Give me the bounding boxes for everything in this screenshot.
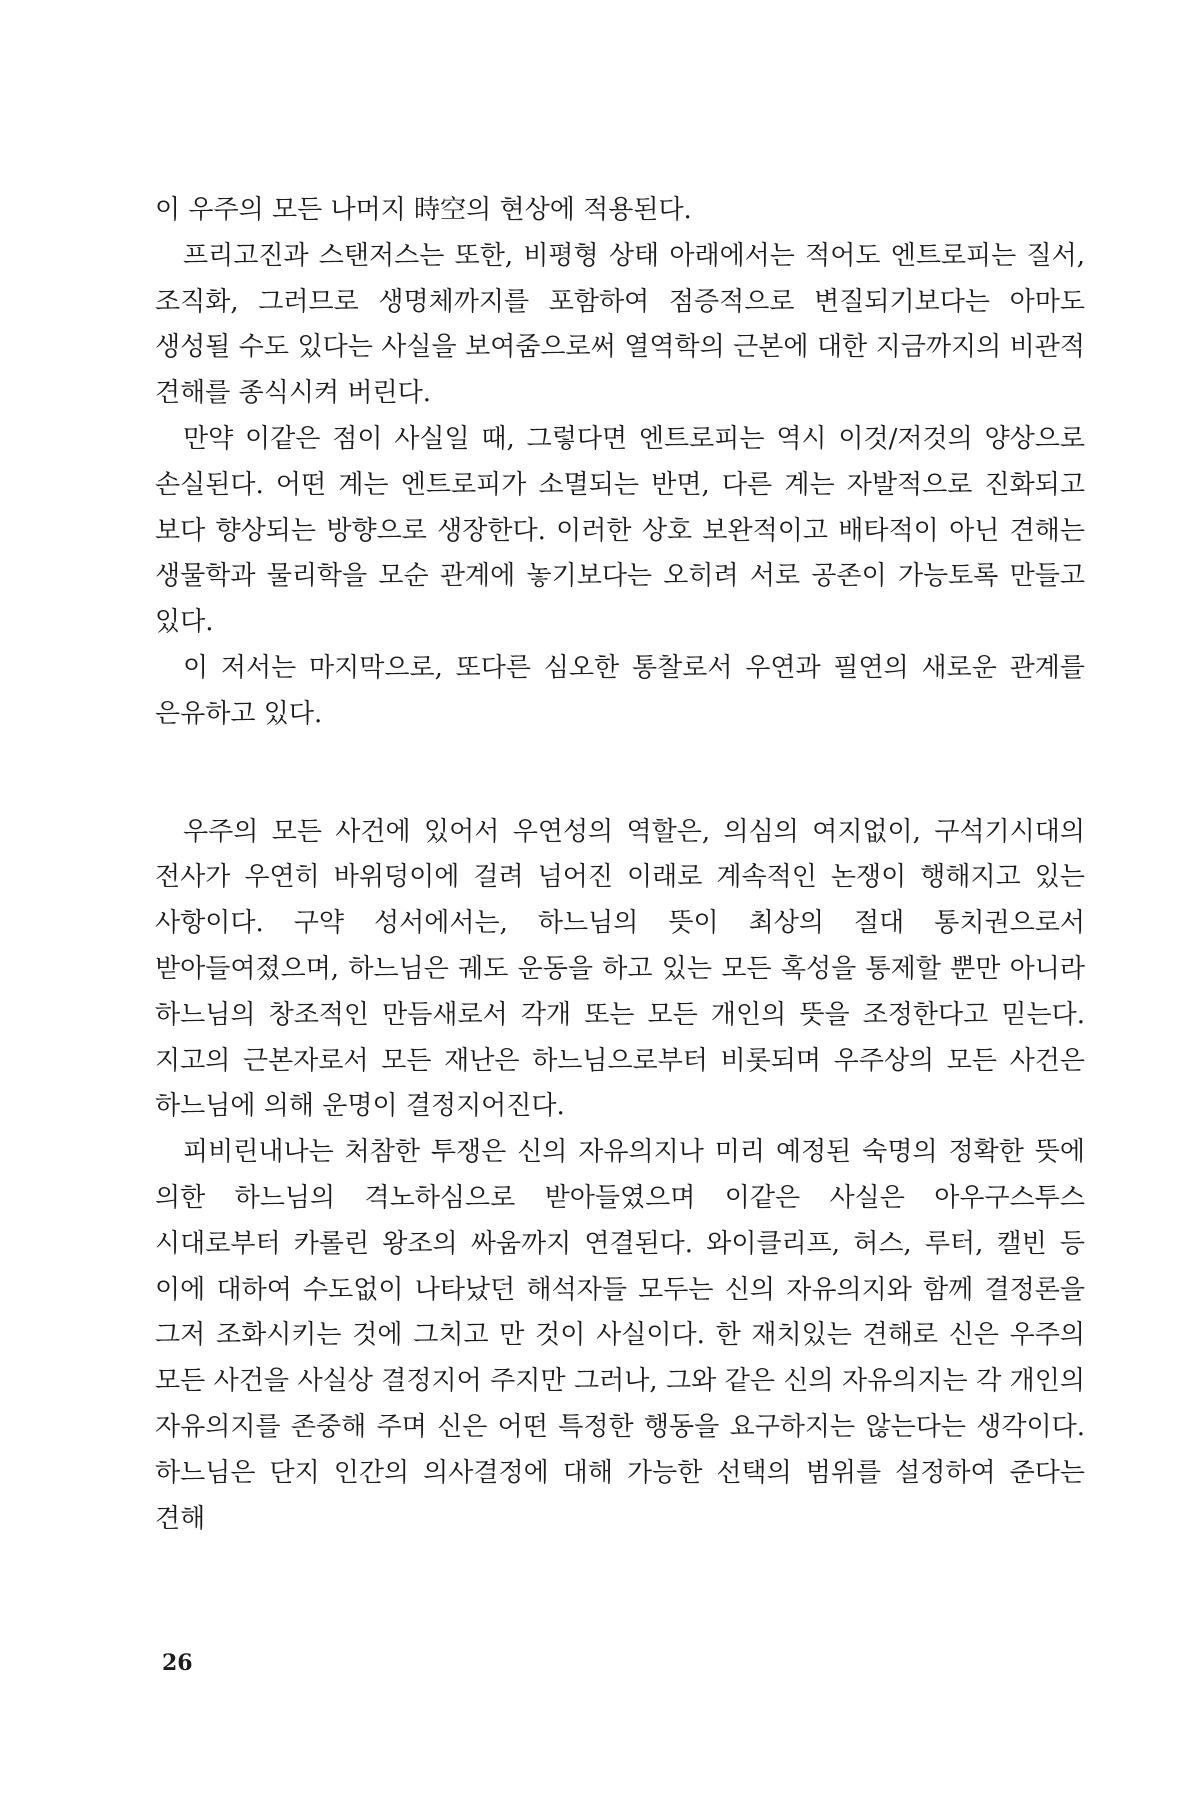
paragraph-chance-necessity: 이 저서는 마지막으로, 또다른 심오한 통찰로서 우연과 필연의 새로운 관계를 은유하고 있다. <box>155 652 1085 729</box>
paragraph-prigogine-entropy: 프리고진과 스탠저스는 또한, 비평형 상태 아래에서는 적어도 엔트로피는 질서, 조직화, 그러므로 생명체까지를 포함하여 점증적으로 변질되기보다는 아마도 생성될 수도 있다는 사실을 보여줌으로써 열역학의 근본에 대한 지금까지의 비관적 견해를 종식시켜 버린다. <box>155 240 1085 409</box>
paragraph-continuation: 이 우주의 모든 나머지 時空의 현상에 적용된다. <box>155 195 692 225</box>
section-gap <box>155 738 1085 810</box>
page-number: 26 <box>162 1650 193 1676</box>
paragraph-role-of-chance: 우주의 모든 사건에 있어서 우연성의 역할은, 의심의 여지없이, 구석기시대의 전사가 우연히 바위덩이에 걸려 넘어진 이래로 계속적인 논쟁이 행해지고 있는 사항이다. 구약 성서에서는, 하느님의 뜻이 최상의 절대 통치권으로서 받아들여졌으며, 하느님은 궤도 운동을 하고 있는 모든 혹성을 통제할 뿐만 아니라 하느님의 창조적인 만듬새로서 각개 또는 모든 개인의 뜻을 조정한다고 믿는다. 지고의 근본자로서 모든 재난은 하느님으로부터 비롯되며 우주상의 모든 사건은 하느님에 의해 운명이 결정지어진다. <box>155 816 1085 1122</box>
body-text <box>155 188 1085 1542</box>
paragraph-free-will: 피비린내나는 처참한 투쟁은 신의 자유의지나 미리 예정된 숙명의 정확한 뜻에 의한 하느님의 격노하심으로 받아들였으며 이같은 사실은 아우구스투스 시대로부터 카롤린 왕조의 싸움까지 연결된다. 와이클리프, 허스, 루터, 캘빈 등 이에 대하여 수도없이 나타났던 해석자들 모두는 신의 자유의지와 함께 결정론을 그저 조화시키는 것에 그치고 만 것이 사실이다. 한 재치있는 견해로 신은 우주의 모든 사건을 사실상 결정지어 주지만 그러나, 그와 같은 신의 자유의지는 각 개인의 자유의지를 존중해 주며 신은 어떤 특정한 행동을 요구하지는 않는다는 생각이다. 하느님은 단지 인간의 의사결정에 대해 가능한 선택의 범위를 설정하여 준다는 견해 <box>155 1137 1085 1534</box>
paragraph-entropy-loss: 만약 이같은 점이 사실일 때, 그렇다면 엔트로피는 역시 이것/저것의 양상으로 손실된다. 어떤 계는 엔트로피가 소멸되는 반면, 다른 계는 자발적으로 진화되고 보다 향상되는 방향으로 생장한다. 이러한 상호 보완적이고 배타적이 아닌 견해는 생물학과 물리학을 모순 관계에 놓기보다는 오히려 서로 공존이 가능토록 만들고 있다. <box>155 423 1085 638</box>
